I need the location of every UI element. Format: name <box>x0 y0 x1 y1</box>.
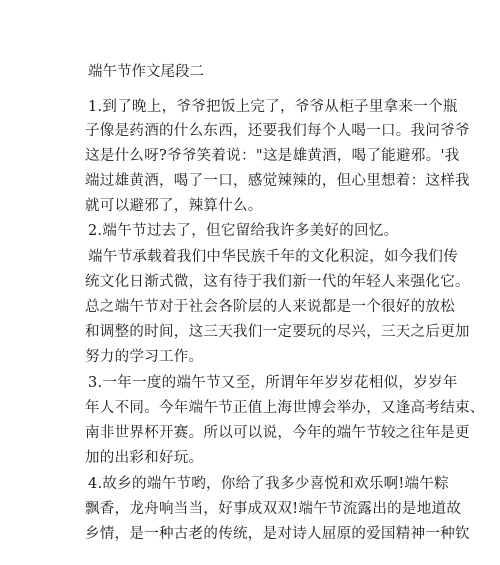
text-line: 乡情，是一种古老的传统，是对诗人屈原的爱国精神一种钦 <box>85 526 470 542</box>
text-line: 这是什么呀?爷爷笑着说："这是雄黄酒，喝了能避邪。'我 <box>85 148 460 164</box>
text-line: 南非世界杯开赛。所以可以说，今年的端午节较之往年是更 <box>85 425 470 441</box>
text-line: 飘香，龙舟响当当，好事成双双!端午节流露出的是地道故 <box>85 501 462 517</box>
text-line: 2.端午节过去了，但它留给我许多美好的回忆。 <box>88 223 399 239</box>
text-line: 就可以避邪了，辣算什么。 <box>85 198 263 214</box>
text-line: 年人不同。今年端午节正值上海世博会举办，又逢高考结束、 <box>85 400 485 416</box>
document-title: 端午节作文尾段二 <box>88 64 204 80</box>
text-line: 努力的学习工作。 <box>85 349 204 365</box>
text-line: 端过雄黄酒，喝了一口，感觉辣辣的，但心里想着：这样我 <box>85 173 470 189</box>
text-line: 加的出彩和好玩。 <box>85 450 204 466</box>
text-line: 4.故乡的端午节哟，你给了我多少喜悦和欢乐啊!端午粽 <box>88 476 449 492</box>
text-line: 1.到了晚上，爷爷把饭上完了，爷爷从柜子里拿来一个瓶 <box>88 99 458 115</box>
text-line: 3.一年一度的端午节又至，所谓年年岁岁花相似，岁岁年 <box>88 375 458 391</box>
text-line: 统文化日渐式微，这有待于我们新一代的年轻人来强化它。 <box>85 274 470 290</box>
text-line: 总之端午节对于社会各阶层的人来说都是一个很好的放松 <box>85 299 455 315</box>
text-line: 端午节承载着我们中华民族千年的文化积淀，如今我们传 <box>88 249 458 265</box>
text-line: 和调整的时间，这三天我们一定要玩的尽兴，三天之后更加 <box>85 324 470 340</box>
text-line: 子像是药酒的什么东西，还要我们每个人喝一口。我问爷爷 <box>85 123 470 139</box>
